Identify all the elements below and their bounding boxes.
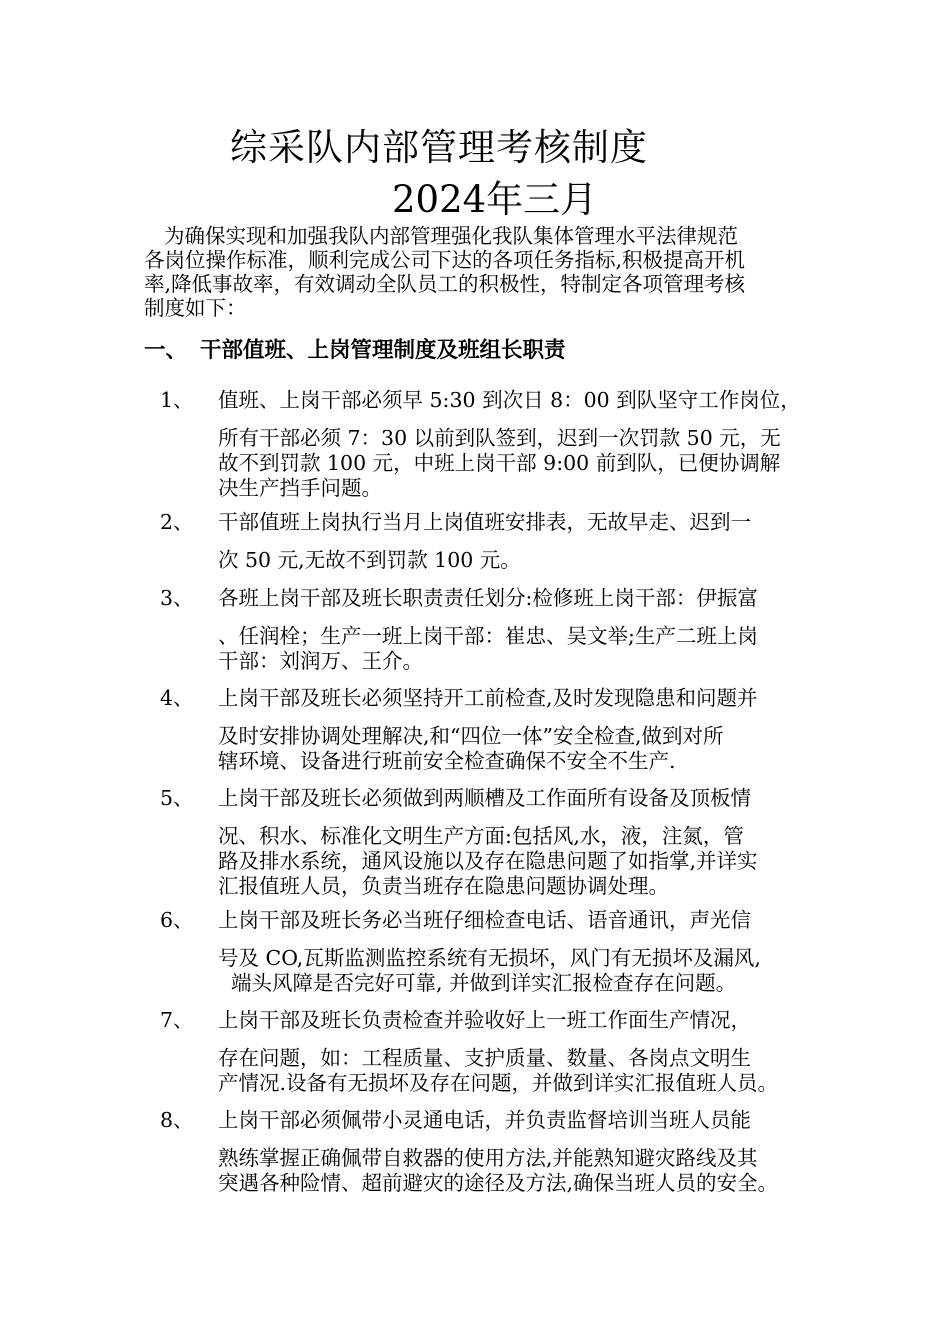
item-number: 1、 — [160, 388, 194, 412]
item-text-continuation — [218, 624, 758, 674]
section-heading-text: 干部值班、上岗管理制度及班组长职责 — [200, 338, 566, 363]
item-number: 4、 — [160, 686, 194, 710]
item-text-continuation — [218, 946, 761, 996]
item-text-line: 产情况.设备有无损坏及存在问题，并做到详实汇报值班人员。 — [218, 1071, 779, 1095]
intro-line: 为确保实现和加强我队内部管理强化我队集体管理水平法律规范 — [164, 224, 738, 248]
item-text-line: 故不到罚款 100 元，中班上岗干部 9:00 前到队，已便协调解 — [218, 451, 781, 475]
item-text-line: 汇报值班人员，负责当班存在隐患问题协调处理。 — [218, 874, 669, 898]
item-text-continuation — [218, 548, 521, 573]
item-text-line: 况、积水、标准化文明生产方面:包括风,水，液，注氮，管 — [218, 824, 744, 848]
item-text-continuation — [218, 724, 724, 774]
intro-line: 率,降低事故率，有效调动全队员工的积极性，特制定各项管理考核 — [144, 272, 746, 296]
item-text-first-line: 上岗干部必须佩带小灵通电话，并负责监督培训当班人员能 — [218, 1108, 751, 1132]
item-number: 5、 — [160, 786, 194, 810]
item-text-line: 干部：刘润万、王介。 — [218, 649, 423, 673]
item-text-line: 次 50 元,无故不到罚款 100 元。 — [218, 548, 521, 572]
item-number: 8、 — [160, 1108, 194, 1132]
intro-line: 各岗位操作标准，顺利完成公司下达的各项任务指标,积极提高开机 — [144, 248, 746, 272]
item-text-first-line: 上岗干部及班长必须坚持开工前检查,及时发现隐患和问题并 — [218, 686, 758, 710]
item-text-line: 存在问题，如：工程质量、支护质量、数量、各岗点文明生 — [218, 1046, 751, 1070]
intro-line: 制度如下： — [144, 296, 247, 320]
intro-paragraph — [144, 224, 834, 320]
item-text-line: 号及 CO,瓦斯监测监控系统有无损坏，风门有无损坏及漏风, — [218, 946, 761, 970]
item-text-line: 决生产挡手问题。 — [218, 476, 382, 500]
item-number: 2、 — [160, 510, 194, 534]
item-text-line: 辖环境、设备进行班前安全检查确保不安全不生产. — [218, 749, 676, 773]
item-text-line: 熟练掌握正确佩带自救器的使用方法,并能熟知避灾路线及其 — [218, 1146, 758, 1170]
section-number: 一、 — [144, 338, 188, 363]
section-heading — [144, 336, 566, 366]
document-date: 2024年三月 — [392, 178, 598, 221]
document-title: 综采队内部管理考核制度 — [230, 126, 648, 169]
item-text-first-line: 上岗干部及班长负责检查并验收好上一班工作面生产情况， — [218, 1008, 751, 1032]
item-text-continuation — [218, 1146, 778, 1196]
item-text-first-line: 各班上岗干部及班长职责责任划分:检修班上岗干部：伊振富 — [218, 586, 758, 610]
item-text-first-line: 上岗干部及班长必须做到两顺槽及工作面所有设备及顶板情 — [218, 786, 751, 810]
item-text-line: 所有干部必须 7：30 以前到队签到，迟到一次罚款 50 元，无 — [218, 426, 781, 450]
item-text-first-line: 上岗干部及班长务必当班仔细检查电话、语音通讯，声光信 — [218, 908, 751, 932]
item-text-line: 突遇各种险情、超前避灾的途径及方法,确保当班人员的安全。 — [218, 1171, 779, 1195]
item-text-line: 及时安排协调处理解决,和“四位一体”安全检查,做到对所 — [218, 724, 724, 748]
item-text-first-line: 干部值班上岗执行当月上岗值班安排表，无故早走、迟到一 — [218, 510, 751, 534]
item-text-continuation — [218, 426, 781, 501]
item-text-line: 端头风障是否完好可靠, 并做到详实汇报检查存在问题。 — [218, 971, 737, 995]
item-number: 7、 — [160, 1008, 194, 1032]
item-text-line: 、任润栓；生产一班上岗干部：崔忠、吴文举;生产二班上岗 — [218, 624, 758, 648]
item-text-continuation — [218, 824, 758, 899]
item-text-first-line: 值班、上岗干部必须早 5:30 到次日 8：00 到队坚守工作岗位， — [218, 388, 801, 412]
item-number: 3、 — [160, 586, 194, 610]
item-text-continuation — [218, 1046, 778, 1096]
item-text-line: 路及排水系统，通风设施以及存在隐患问题了如指掌,并详实 — [218, 849, 758, 873]
item-number: 6、 — [160, 908, 194, 932]
